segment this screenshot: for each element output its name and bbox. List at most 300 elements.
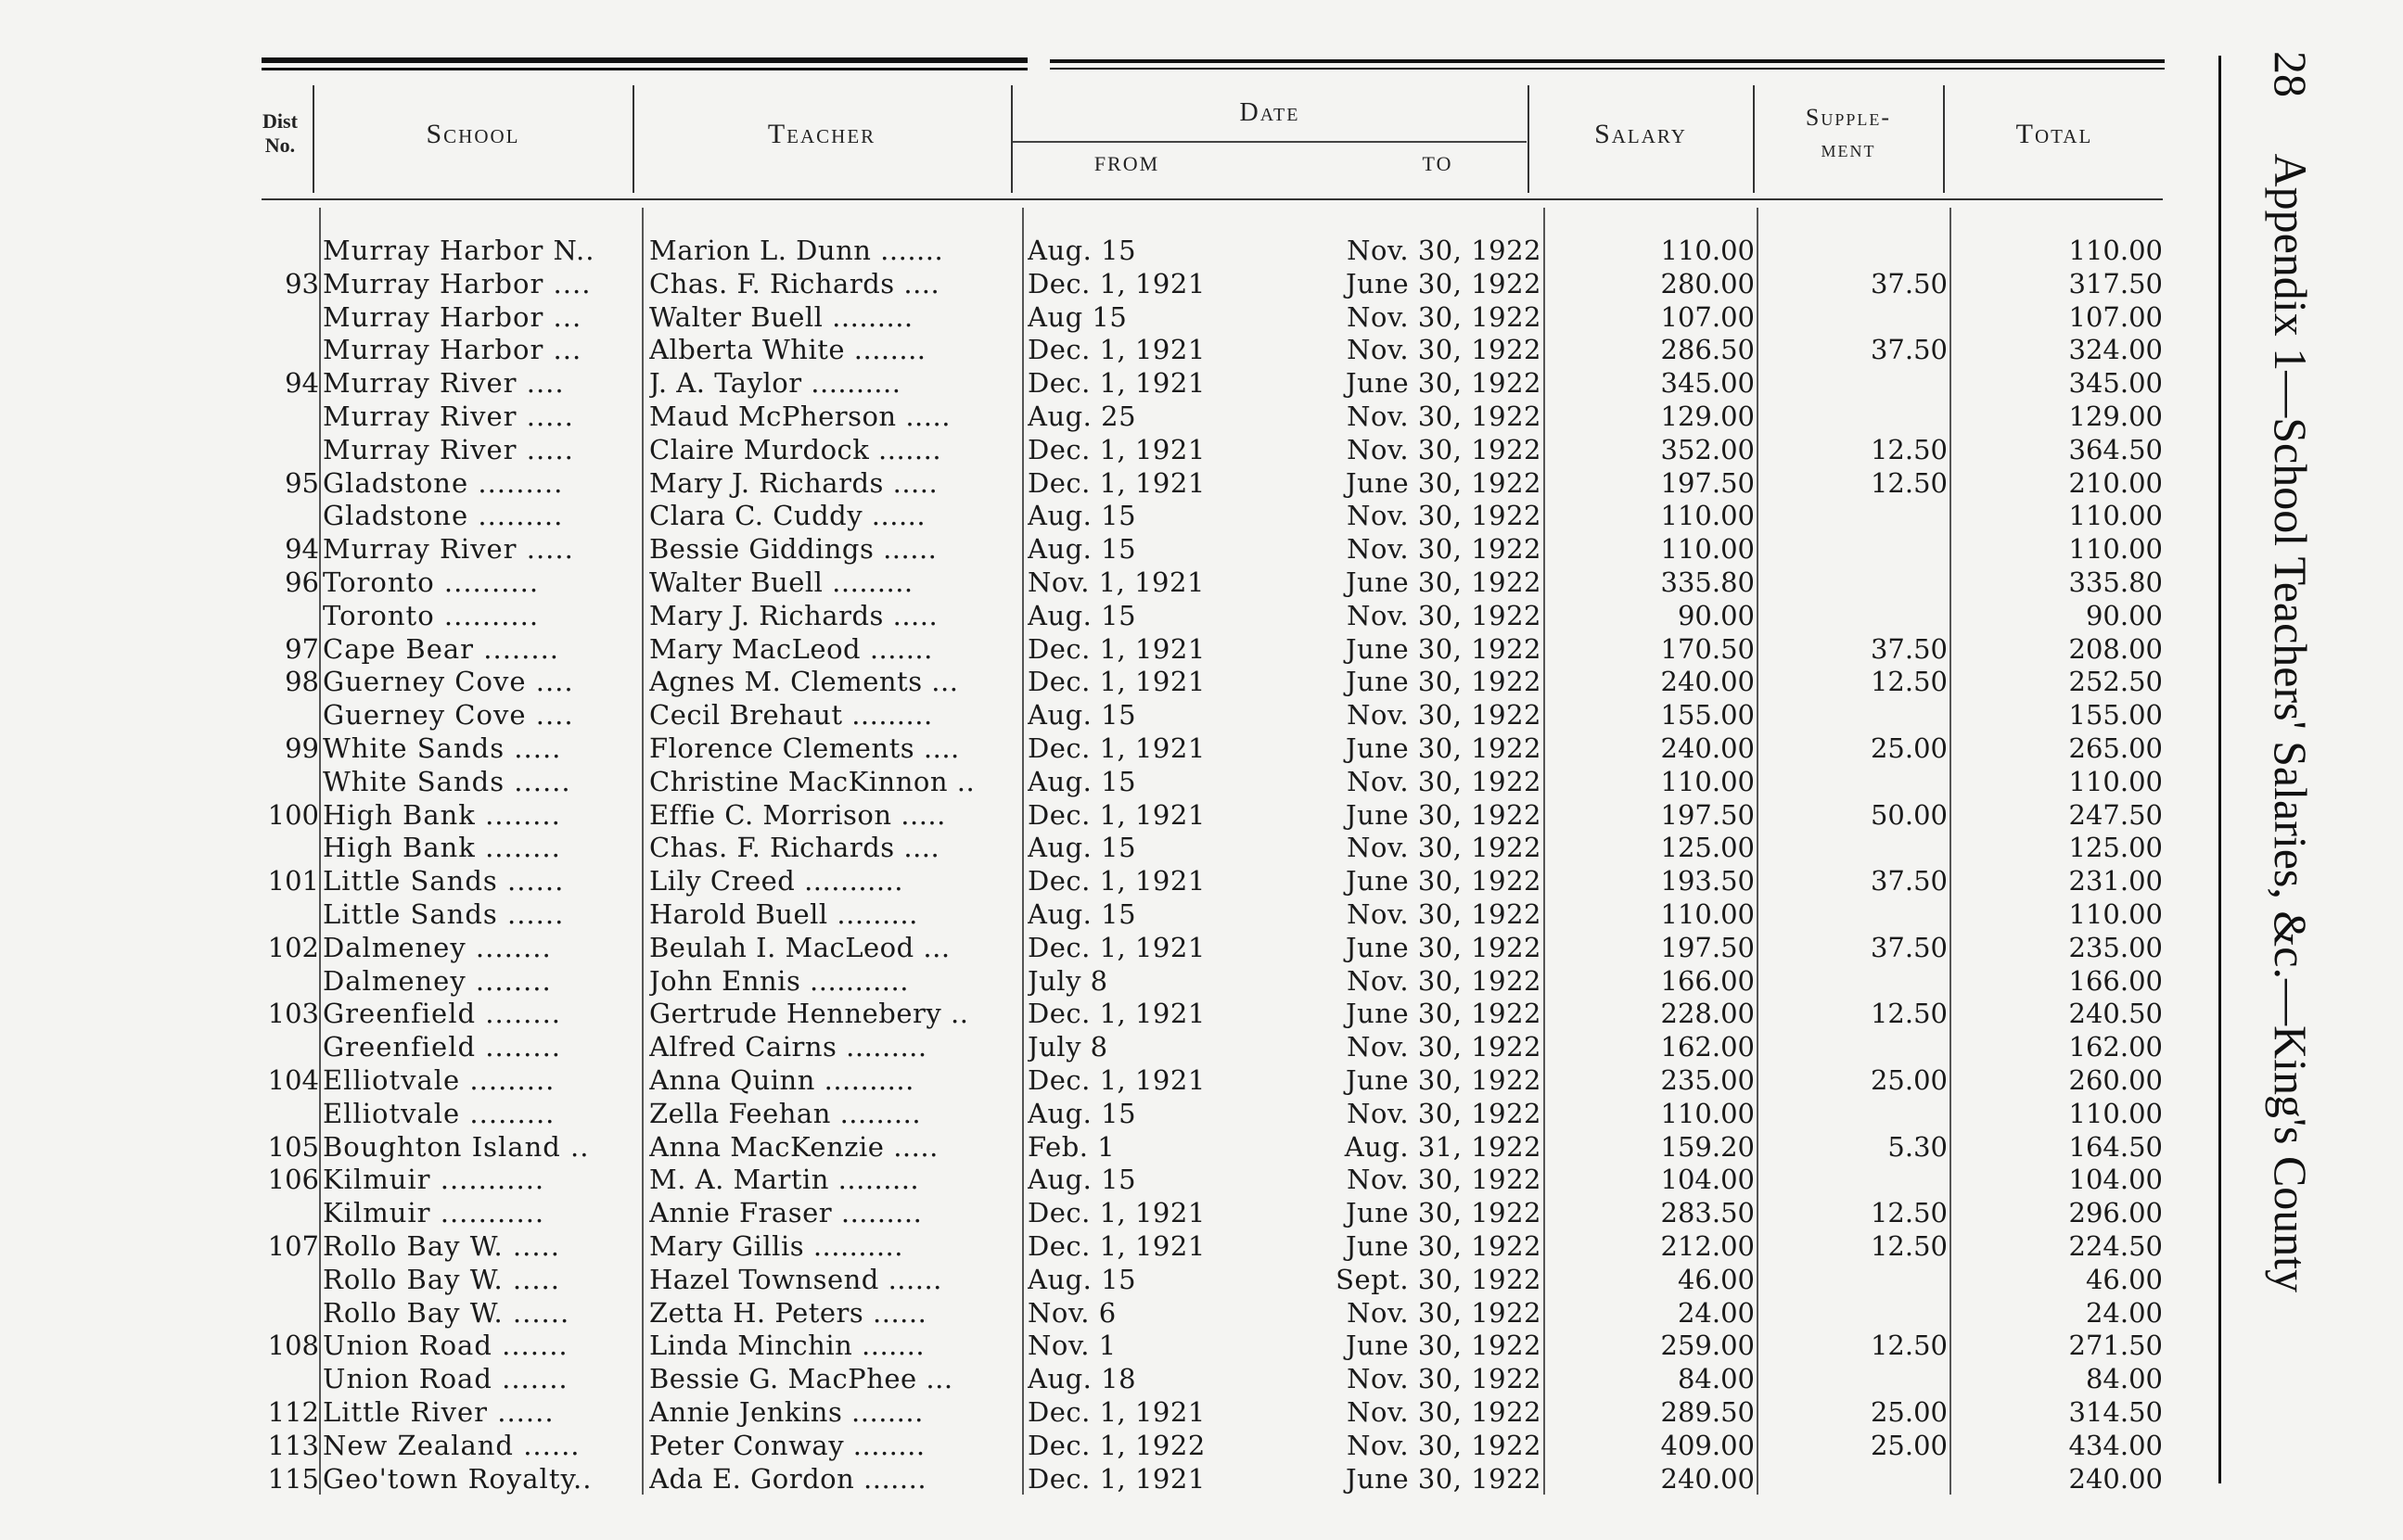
cell-school: Dalmeney ........ <box>323 964 552 997</box>
header-divider-dist <box>313 85 314 193</box>
cell-to: Nov. 30, 1922 <box>1347 401 1541 432</box>
cell-teacher: Mary Gillis .......... <box>649 1230 903 1262</box>
cell-school: Guerney Cove .... <box>323 699 574 732</box>
cell-teacher: Chas. F. Richards .... <box>649 832 940 864</box>
cell-dist: 96 <box>285 566 319 598</box>
top-rule-thin-left <box>262 68 1028 70</box>
cell-salary: 240.00 <box>1660 1462 1755 1495</box>
cell-supplement: 37.50 <box>1870 334 1948 366</box>
cell-from: Dec. 1, 1921 <box>1028 1197 1206 1229</box>
cell-to: Nov. 30, 1922 <box>1347 599 1541 631</box>
cell-supplement: 12.50 <box>1870 1230 1948 1262</box>
cell-from: Dec. 1, 1921 <box>1028 334 1206 366</box>
cell-salary: 110.00 <box>1660 1097 1755 1129</box>
cell-school: Rollo Bay W. ..... <box>323 1230 560 1262</box>
cell-to: Nov. 30, 1922 <box>1347 1031 1541 1063</box>
cell-salary: 84.00 <box>1677 1363 1755 1395</box>
cell-from: Aug. 15 <box>1028 1263 1137 1295</box>
cell-salary: 289.50 <box>1660 1396 1755 1428</box>
cell-school: Gladstone ......... <box>323 500 564 532</box>
cell-to: Nov. 30, 1922 <box>1347 1164 1541 1196</box>
cell-to: Nov. 30, 1922 <box>1347 898 1541 930</box>
cell-teacher: Zetta H. Peters ...... <box>649 1296 927 1329</box>
cell-supplement: 12.50 <box>1870 1330 1948 1362</box>
cell-dist: 98 <box>285 666 319 698</box>
cell-teacher: Effie C. Morrison ..... <box>649 798 946 831</box>
page-number: 28 <box>2265 51 2317 97</box>
header-supplement <box>1756 102 1941 165</box>
cell-total: 224.50 <box>2068 1230 2163 1262</box>
cell-school: Greenfield ........ <box>323 1031 562 1063</box>
cell-school: Elliotvale ......... <box>323 1097 556 1129</box>
table-row <box>0 798 2403 832</box>
cell-total: 110.00 <box>2068 1097 2163 1129</box>
cell-from: Aug. 15 <box>1028 500 1137 532</box>
cell-to: Nov. 30, 1922 <box>1347 832 1541 864</box>
date-subheader-rule <box>1013 141 1527 143</box>
header-date: Date <box>1239 98 1300 127</box>
cell-supplement: 12.50 <box>1870 433 1948 465</box>
cell-from: Aug. 18 <box>1028 1363 1137 1395</box>
table-row <box>0 532 2403 566</box>
cell-from: Aug. 25 <box>1028 401 1137 432</box>
table-row <box>0 931 2403 964</box>
cell-teacher: Alberta White ........ <box>649 334 927 366</box>
cell-from: Dec. 1, 1921 <box>1028 666 1206 698</box>
cell-teacher: Clara C. Cuddy ...... <box>649 500 927 532</box>
cell-to: June 30, 1922 <box>1345 931 1541 963</box>
cell-to: June 30, 1922 <box>1345 632 1541 665</box>
cell-to: Nov. 30, 1922 <box>1347 334 1541 366</box>
cell-school: Greenfield ........ <box>323 998 562 1030</box>
cell-teacher: Hazel Townsend ...... <box>649 1263 942 1295</box>
cell-to: June 30, 1922 <box>1345 732 1541 764</box>
table-row <box>0 732 2403 765</box>
cell-school: Rollo Bay W. ...... <box>323 1296 570 1329</box>
cell-salary: 162.00 <box>1660 1031 1755 1063</box>
header-from: FROM <box>1093 152 1160 175</box>
cell-from: Dec. 1, 1921 <box>1028 367 1206 400</box>
table-row <box>0 1395 2403 1429</box>
cell-from: Dec. 1, 1921 <box>1028 433 1206 465</box>
cell-to: Nov. 30, 1922 <box>1347 699 1541 732</box>
cell-salary: 166.00 <box>1660 964 1755 997</box>
cell-supplement: 37.50 <box>1870 632 1948 665</box>
cell-supplement: 12.50 <box>1870 666 1948 698</box>
cell-salary: 409.00 <box>1660 1429 1755 1461</box>
cell-to: Nov. 30, 1922 <box>1347 1429 1541 1461</box>
header-school: School <box>426 119 520 149</box>
cell-teacher: Agnes M. Clements ... <box>649 666 959 698</box>
cell-from: Dec. 1, 1921 <box>1028 732 1206 764</box>
cell-teacher: J. A. Taylor .......... <box>649 367 901 400</box>
cell-to: June 30, 1922 <box>1345 267 1541 299</box>
cell-from: Aug. 15 <box>1028 599 1137 631</box>
cell-teacher: Alfred Cairns ......... <box>649 1031 927 1063</box>
cell-total: 110.00 <box>2068 500 2163 532</box>
cell-to: June 30, 1922 <box>1345 566 1541 598</box>
cell-to: June 30, 1922 <box>1345 1064 1541 1096</box>
cell-from: Aug. 15 <box>1028 765 1137 797</box>
cell-supplement: 25.00 <box>1870 1064 1948 1096</box>
side-title <box>2254 51 2328 1442</box>
cell-total: 110.00 <box>2068 235 2163 266</box>
cell-supplement: 12.50 <box>1870 466 1948 499</box>
cell-from: Nov. 1, 1921 <box>1028 566 1205 598</box>
cell-supplement: 5.30 <box>1887 1130 1948 1163</box>
cell-salary: 212.00 <box>1660 1230 1755 1262</box>
cell-from: Aug 15 <box>1028 300 1128 333</box>
cell-from: Dec. 1, 1921 <box>1028 998 1206 1030</box>
cell-to: Nov. 30, 1922 <box>1347 533 1541 566</box>
cell-total: 364.50 <box>2068 433 2163 465</box>
cell-salary: 193.50 <box>1660 865 1755 897</box>
cell-dist: 100 <box>267 798 319 831</box>
table-row <box>0 1030 2403 1063</box>
table-row <box>0 864 2403 897</box>
cell-teacher: Claire Murdock ....... <box>649 433 942 465</box>
cell-total: 317.50 <box>2068 267 2163 299</box>
table-row <box>0 433 2403 466</box>
cell-from: Dec. 1, 1921 <box>1028 1396 1206 1428</box>
cell-to: Nov. 30, 1922 <box>1347 300 1541 333</box>
cell-to: June 30, 1922 <box>1345 1230 1541 1262</box>
cell-dist: 108 <box>267 1330 319 1362</box>
table-row <box>0 1097 2403 1130</box>
header-bottom-rule <box>262 198 2163 200</box>
cell-teacher: Mary J. Richards ..... <box>649 466 939 499</box>
cell-salary: 170.50 <box>1660 632 1755 665</box>
cell-to: Aug. 31, 1922 <box>1344 1130 1541 1163</box>
cell-salary: 280.00 <box>1660 267 1755 299</box>
cell-total: 208.00 <box>2068 632 2163 665</box>
cell-total: 164.50 <box>2068 1130 2163 1163</box>
cell-from: July 8 <box>1028 964 1108 997</box>
cell-total: 162.00 <box>2068 1031 2163 1063</box>
cell-from: Dec. 1, 1921 <box>1028 1064 1206 1096</box>
cell-salary: 110.00 <box>1660 765 1755 797</box>
table-row <box>0 1163 2403 1196</box>
cell-salary: 159.20 <box>1660 1130 1755 1163</box>
cell-total: 240.50 <box>2068 998 2163 1030</box>
cell-from: Aug. 15 <box>1028 832 1137 864</box>
cell-supplement: 25.00 <box>1870 1429 1948 1461</box>
cell-school: Little River ...... <box>323 1396 555 1428</box>
cell-salary: 335.80 <box>1660 566 1755 598</box>
cell-to: Nov. 30, 1922 <box>1347 500 1541 532</box>
cell-teacher: Anna MacKenzie ..... <box>649 1130 939 1163</box>
cell-salary: 110.00 <box>1660 235 1755 266</box>
table-row <box>0 599 2403 632</box>
cell-school: Murray River ..... <box>323 433 574 465</box>
cell-total: 107.00 <box>2068 300 2163 333</box>
cell-total: 271.50 <box>2068 1330 2163 1362</box>
table-row <box>0 499 2403 532</box>
cell-teacher: Mary J. Richards ..... <box>649 599 939 631</box>
cell-salary: 104.00 <box>1660 1164 1755 1196</box>
cell-dist: 94 <box>285 533 319 566</box>
table-row <box>0 1462 2403 1495</box>
header-supplement-line2: ment <box>1821 135 1876 162</box>
cell-school: White Sands ..... <box>323 732 562 764</box>
cell-to: June 30, 1922 <box>1345 798 1541 831</box>
cell-teacher: Gertrude Hennebery .. <box>649 998 969 1030</box>
cell-from: Dec. 1, 1921 <box>1028 466 1206 499</box>
cell-from: Aug. 15 <box>1028 1164 1137 1196</box>
cell-school: Kilmuir ........... <box>323 1164 545 1196</box>
cell-total: 129.00 <box>2068 401 2163 432</box>
cell-dist: 102 <box>267 931 319 963</box>
header-dist-line1: Dist <box>262 109 298 133</box>
table-row <box>0 1329 2403 1362</box>
cell-school: Murray River ..... <box>323 533 574 566</box>
cell-school: Kilmuir ........... <box>323 1197 545 1229</box>
cell-dist: 115 <box>267 1462 319 1495</box>
cell-school: Boughton Island .. <box>323 1130 590 1163</box>
cell-total: 110.00 <box>2068 765 2163 797</box>
cell-from: Dec. 1, 1922 <box>1028 1429 1206 1461</box>
cell-to: Sept. 30, 1922 <box>1336 1263 1541 1295</box>
cell-dist: 93 <box>285 267 319 299</box>
cell-teacher: Beulah I. MacLeod ... <box>649 931 951 963</box>
cell-total: 84.00 <box>2085 1363 2163 1395</box>
cell-total: 166.00 <box>2068 964 2163 997</box>
header-to: TO <box>1422 152 1453 175</box>
cell-to: Nov. 30, 1922 <box>1347 433 1541 465</box>
header-supplement-line1: Supple- <box>1805 104 1892 131</box>
cell-salary: 125.00 <box>1660 832 1755 864</box>
cell-from: Feb. 1 <box>1028 1130 1116 1163</box>
header-dist-line2: No. <box>264 134 296 157</box>
cell-from: Aug. 15 <box>1028 898 1137 930</box>
cell-total: 110.00 <box>2068 898 2163 930</box>
cell-teacher: M. A. Martin ......... <box>649 1164 920 1196</box>
cell-teacher: Peter Conway ........ <box>649 1429 926 1461</box>
cell-teacher: Marion L. Dunn ....... <box>649 235 944 266</box>
table-row <box>0 234 2403 267</box>
side-divider-rule <box>2218 56 2221 1483</box>
cell-salary: 46.00 <box>1677 1263 1755 1295</box>
cell-teacher: Lily Creed ........... <box>649 865 903 897</box>
cell-school: White Sands ...... <box>323 765 571 797</box>
cell-salary: 90.00 <box>1677 599 1755 631</box>
cell-salary: 197.50 <box>1660 931 1755 963</box>
cell-from: July 8 <box>1028 1031 1108 1063</box>
header-teacher: Teacher <box>767 119 876 149</box>
top-rule-thick-left <box>262 57 1028 63</box>
cell-teacher: Walter Buell ......... <box>649 566 914 598</box>
header-divider-date <box>1527 85 1529 193</box>
cell-from: Dec. 1, 1921 <box>1028 798 1206 831</box>
cell-salary: 259.00 <box>1660 1330 1755 1362</box>
cell-salary: 283.50 <box>1660 1197 1755 1229</box>
cell-salary: 345.00 <box>1660 367 1755 400</box>
table-row <box>0 1130 2403 1164</box>
cell-to: Nov. 30, 1922 <box>1347 1363 1541 1395</box>
cell-to: June 30, 1922 <box>1345 466 1541 499</box>
cell-salary: 197.50 <box>1660 798 1755 831</box>
cell-salary: 240.00 <box>1660 732 1755 764</box>
cell-to: Nov. 30, 1922 <box>1347 1097 1541 1129</box>
cell-school: High Bank ........ <box>323 832 561 864</box>
header-divider-salary <box>1753 85 1755 193</box>
cell-total: 314.50 <box>2068 1396 2163 1428</box>
cell-total: 335.80 <box>2068 566 2163 598</box>
cell-salary: 110.00 <box>1660 898 1755 930</box>
cell-total: 265.00 <box>2068 732 2163 764</box>
table-row <box>0 1263 2403 1296</box>
cell-salary: 197.50 <box>1660 466 1755 499</box>
cell-total: 240.00 <box>2068 1462 2163 1495</box>
cell-salary: 286.50 <box>1660 334 1755 366</box>
cell-school: Little Sands ...... <box>323 865 565 897</box>
top-rule-thick-right <box>1050 59 2165 63</box>
header-total: Total <box>2015 119 2093 149</box>
cell-salary: 352.00 <box>1660 433 1755 465</box>
table-row <box>0 964 2403 998</box>
cell-total: 434.00 <box>2068 1429 2163 1461</box>
cell-teacher: Cecil Brehaut ......... <box>649 699 933 732</box>
cell-dist: 103 <box>267 998 319 1030</box>
cell-teacher: Bessie G. MacPhee ... <box>649 1363 953 1395</box>
cell-school: Union Road ....... <box>323 1363 569 1395</box>
cell-total: 296.00 <box>2068 1197 2163 1229</box>
cell-school: Murray Harbor N.. <box>323 235 595 266</box>
appendix-title: Appendix 1—School Teachers' Salaries, &c.—King's County <box>2265 153 2317 1293</box>
table-row <box>0 765 2403 798</box>
cell-to: Nov. 30, 1922 <box>1347 235 1541 266</box>
cell-dist: 97 <box>285 632 319 665</box>
cell-school: Elliotvale ......... <box>323 1064 556 1096</box>
table-row <box>0 400 2403 433</box>
top-rule-thin-right <box>1050 68 2165 70</box>
cell-total: 235.00 <box>2068 931 2163 963</box>
cell-total: 252.50 <box>2068 666 2163 698</box>
cell-salary: 110.00 <box>1660 500 1755 532</box>
cell-school: Murray Harbor ... <box>323 300 582 333</box>
header-divider-teacher <box>1011 85 1013 193</box>
table-row <box>0 333 2403 366</box>
cell-to: Nov. 30, 1922 <box>1347 1396 1541 1428</box>
header-salary: Salary <box>1594 119 1687 149</box>
cell-teacher: John Ennis ........... <box>649 964 909 997</box>
cell-from: Nov. 1 <box>1028 1330 1117 1362</box>
cell-supplement: 25.00 <box>1870 1396 1948 1428</box>
cell-supplement: 50.00 <box>1870 798 1948 831</box>
cell-school: Dalmeney ........ <box>323 931 552 963</box>
cell-from: Aug. 15 <box>1028 533 1137 566</box>
cell-dist: 112 <box>267 1396 319 1428</box>
cell-teacher: Chas. F. Richards .... <box>649 267 940 299</box>
cell-salary: 107.00 <box>1660 300 1755 333</box>
cell-teacher: Maud McPherson ..... <box>649 401 951 432</box>
cell-school: Little Sands ...... <box>323 898 565 930</box>
cell-teacher: Florence Clements .... <box>649 732 960 764</box>
cell-supplement: 37.50 <box>1870 865 1948 897</box>
cell-to: June 30, 1922 <box>1345 998 1541 1030</box>
cell-dist: 113 <box>267 1429 319 1461</box>
cell-total: 247.50 <box>2068 798 2163 831</box>
cell-teacher: Annie Jenkins ........ <box>649 1396 924 1428</box>
cell-school: Murray River .... <box>323 367 565 400</box>
cell-total: 231.00 <box>2068 865 2163 897</box>
cell-supplement: 12.50 <box>1870 998 1948 1030</box>
cell-from: Aug. 15 <box>1028 1097 1137 1129</box>
cell-total: 210.00 <box>2068 466 2163 499</box>
cell-dist: 106 <box>267 1164 319 1196</box>
cell-teacher: Linda Minchin ....... <box>649 1330 926 1362</box>
table-row <box>0 831 2403 864</box>
cell-supplement: 12.50 <box>1870 1197 1948 1229</box>
cell-salary: 129.00 <box>1660 401 1755 432</box>
cell-school: New Zealand ...... <box>323 1429 581 1461</box>
table-row <box>0 366 2403 400</box>
cell-school: High Bank ........ <box>323 798 561 831</box>
table-row <box>0 1429 2403 1462</box>
cell-dist: 94 <box>285 367 319 400</box>
cell-to: June 30, 1922 <box>1345 1197 1541 1229</box>
header-divider-school <box>633 85 634 193</box>
table-row <box>0 1196 2403 1229</box>
cell-teacher: Walter Buell ......... <box>649 300 914 333</box>
cell-total: 155.00 <box>2068 699 2163 732</box>
cell-school: Gladstone ......... <box>323 466 564 499</box>
cell-salary: 155.00 <box>1660 699 1755 732</box>
table-row <box>0 698 2403 732</box>
cell-to: June 30, 1922 <box>1345 367 1541 400</box>
header-divider-supplement <box>1943 85 1945 193</box>
cell-school: Toronto .......... <box>323 599 540 631</box>
cell-teacher: Bessie Giddings ...... <box>649 533 938 566</box>
cell-school: Union Road ....... <box>323 1330 569 1362</box>
cell-teacher: Zella Feehan ......... <box>649 1097 922 1129</box>
table-row <box>0 665 2403 698</box>
cell-total: 90.00 <box>2085 599 2163 631</box>
cell-teacher: Mary MacLeod ....... <box>649 632 933 665</box>
table-row <box>0 632 2403 666</box>
table-row <box>0 1296 2403 1330</box>
cell-teacher: Annie Fraser ......... <box>649 1197 923 1229</box>
cell-from: Dec. 1, 1921 <box>1028 632 1206 665</box>
cell-to: Nov. 30, 1922 <box>1347 765 1541 797</box>
table-row <box>0 267 2403 300</box>
table-row <box>0 897 2403 931</box>
cell-dist: 104 <box>267 1064 319 1096</box>
cell-total: 260.00 <box>2068 1064 2163 1096</box>
cell-school: Rollo Bay W. ..... <box>323 1263 560 1295</box>
cell-school: Geo'town Royalty.. <box>323 1462 593 1495</box>
cell-dist: 95 <box>285 466 319 499</box>
cell-salary: 110.00 <box>1660 533 1755 566</box>
cell-total: 46.00 <box>2085 1263 2163 1295</box>
cell-dist: 107 <box>267 1230 319 1262</box>
cell-supplement: 37.50 <box>1870 267 1948 299</box>
table-row <box>0 566 2403 599</box>
cell-supplement: 25.00 <box>1870 732 1948 764</box>
cell-total: 324.00 <box>2068 334 2163 366</box>
cell-salary: 228.00 <box>1660 998 1755 1030</box>
table-row <box>0 300 2403 334</box>
cell-salary: 240.00 <box>1660 666 1755 698</box>
table-row <box>0 1229 2403 1263</box>
cell-dist: 105 <box>267 1130 319 1163</box>
cell-school: Murray Harbor ... <box>323 334 582 366</box>
cell-total: 345.00 <box>2068 367 2163 400</box>
cell-from: Dec. 1, 1921 <box>1028 267 1206 299</box>
cell-to: June 30, 1922 <box>1345 865 1541 897</box>
cell-school: Toronto .......... <box>323 566 540 598</box>
cell-total: 125.00 <box>2068 832 2163 864</box>
